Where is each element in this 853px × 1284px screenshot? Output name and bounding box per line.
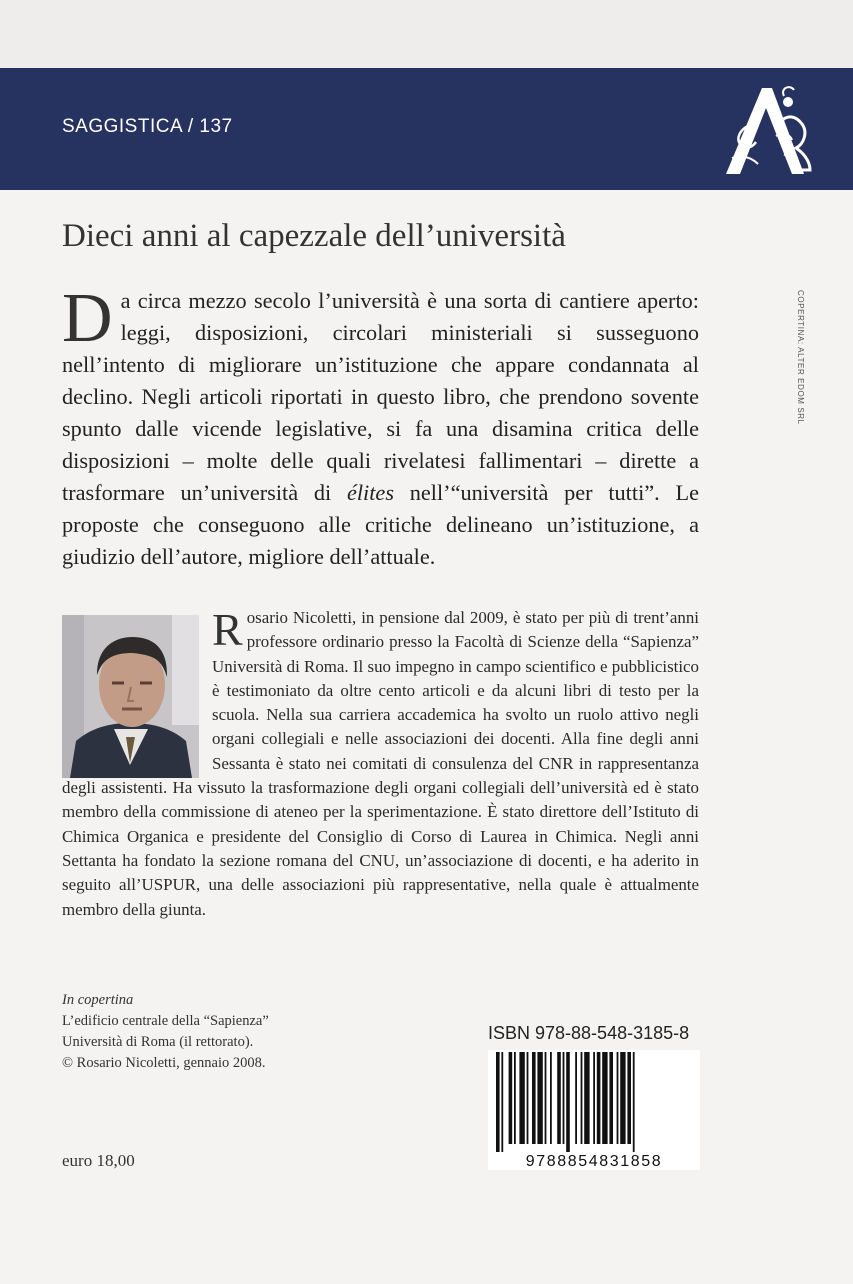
barcode-bar (509, 1052, 513, 1144)
bio-text: osario Nicoletti, in pensione dal 2009, è stato per più di trent’anni professore ordinario presso la Facoltà di Scienze della “Sapienza” Università di Roma. Il suo impegno in campo scientifico e pubblicistico è testimoniato da oltre cento articoli e da alcuni libri di testo per la scuola. Nella sua carriera accademica ha svolto un ruolo attivo negli organi collegiali e nelle associazioni dei docenti. Alla fine degli anni Sessanta è stato nei comitati di consulenza del CNR in rappresentanza degli assistenti. Ha vissuto la trasformazione degli organi collegiali dell’università ed è stato membro della commissione di ateneo per la sperimentazione. È stato direttore dell’Istituto di Chimica Organica e presidente del Consiglio di Corso di Laurea in Chimica. Negli anni Settanta ha fondato la sezione romana del CNU, un’associazione di docenti, e ha aderito in seguito all’USPUR, una delle associazioni più rappresentative, nella quale è attualmente membro della giunta. (62, 608, 699, 919)
top-margin (0, 0, 853, 68)
bio-dropcap: R (212, 604, 243, 655)
cover-credits (62, 990, 269, 1074)
intro-dropcap: D (62, 280, 113, 357)
barcode-bar (496, 1052, 500, 1152)
series-label: SAGGISTICA / 137 (62, 116, 233, 137)
barcode (488, 1050, 700, 1170)
spine-credit: COPERTINA: ALTER EDOM SRL (796, 290, 805, 425)
barcode-bar (550, 1052, 552, 1144)
barcode-bar (593, 1052, 595, 1144)
barcode-bar (633, 1052, 635, 1152)
barcode-bar (620, 1052, 625, 1144)
credits-caption: In copertina (62, 992, 134, 1008)
barcode-bar (557, 1052, 561, 1144)
barcode-bar (532, 1052, 536, 1144)
barcode-bar (501, 1052, 503, 1152)
barcode-bar (609, 1052, 613, 1144)
barcode-bar (545, 1052, 547, 1144)
credits-line-3: © Rosario Nicoletti, gennaio 2008. (62, 1055, 266, 1071)
barcode-bar (581, 1052, 583, 1144)
isbn-label: ISBN 978-88-548-3185-8 (488, 1023, 690, 1043)
bio-photo-space (62, 606, 212, 776)
price-label: euro 18,00 (62, 1151, 135, 1170)
credits-line-2: Università di Roma (il rettorato). (62, 1034, 254, 1050)
publisher-logo-icon (718, 78, 818, 178)
barcode-bar (566, 1052, 570, 1152)
credits-line-1: L’edificio centrale della “Sapienza” (62, 1013, 269, 1029)
intro-paragraph (62, 280, 699, 573)
author-bio (62, 606, 699, 922)
barcode-bar (597, 1052, 601, 1144)
barcode-bar (514, 1052, 516, 1144)
barcode-bar (563, 1052, 565, 1144)
barcode-bar (602, 1052, 607, 1144)
book-title: Dieci anni al capezzale dell’università (62, 218, 566, 254)
barcode-bar (617, 1052, 619, 1144)
intro-text-italic: élites (346, 480, 394, 505)
barcode-bar (527, 1052, 529, 1144)
barcode-bar (519, 1052, 524, 1144)
barcode-bar (537, 1052, 542, 1144)
barcode-digits: 9788854831858 (525, 1153, 663, 1170)
intro-text-a: a circa mezzo secolo l’università è una sorta di cantiere aperto: leggi, disposizioni, circolari ministeriali si susseguono nell’intento di migliorare un’istituzione che appare condannata al declino. Negli articoli riportati in questo libro, che prendono sovente spunto dalle vicende legislative, si fa una disamina critica delle disposizioni – molte delle quali rivelatesi fallimentari – dirette a trasformare un’università di (62, 288, 699, 505)
barcode-bar (627, 1052, 631, 1144)
barcode-bar (584, 1052, 589, 1144)
barcode-bar (575, 1052, 577, 1144)
intro-text-b: nell’“università per tutti”. Le proposte che conseguono alle critiche delineano un’istituzione, a giudizio dell’autore, migliore dell’attuale. (62, 480, 699, 569)
